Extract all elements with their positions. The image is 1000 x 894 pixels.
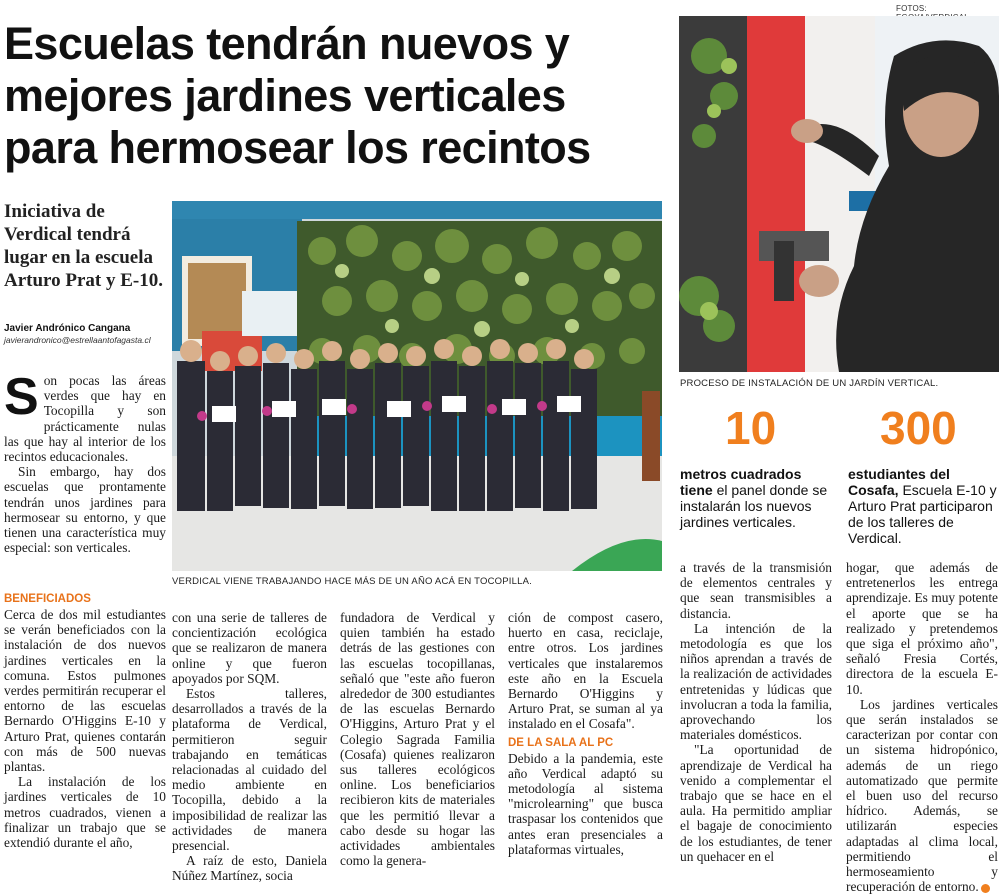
photo-credit: FOTOS: <box>896 4 927 13</box>
col3-paragraph-1: fundadora de Verdical y quien también ha estado detrás de las gestiones con las escuelas tocopillanas, señaló que "este año fueron alrededor de 300 estudiantes de las escuelas Bernardo O'Higgins, Arturo Prat y el Colegio Sagrada Familia (Cosafa) quienes realizaron sus talleres ecológicos online. Los beneficiarios recibieron kits de materiales que les permitió llevar a cabo desde su hogar las actividades ambientales como la genera- <box>340 610 495 869</box>
installation-photo-illustration <box>679 16 999 372</box>
headline-line-3: para hermosear los recintos <box>4 122 591 173</box>
body-column-3 <box>340 610 495 868</box>
intro-column <box>4 368 166 556</box>
headline <box>4 18 669 174</box>
col2-paragraph-3: A raíz de esto, Daniela Núñez Martínez, socia <box>172 853 327 884</box>
body-column-1 <box>4 590 166 850</box>
col5-paragraph-3: "La oportunidad de aprendizaje de Verdical ha venido a complementar el trabajo que se hace en el aula. Ha permitido ampliar el bagaje de conocimiento de los estudiantes, de tener un quehacer en el <box>680 742 832 864</box>
main-photo-caption: VERDICAL VIENE TRABAJANDO HACE MÁS DE UN AÑO ACÁ EN TOCOPILLA. <box>172 576 532 587</box>
body-column-2 <box>172 610 327 884</box>
side-photo-caption: PROCESO DE INSTALACIÓN DE UN JARDÍN VERTICAL. <box>680 378 939 389</box>
intro-paragraph-2: Sin embargo, hay dos escuelas que prontamente tendrán unos jardines para hermosear su entorno, y que tienen una característica muy especial: son verticales. <box>4 464 166 556</box>
intro-paragraph-1-text: on pocas las áreas verdes que hay en Tocopilla y son prácticamente nulas las que hay al interior de los recintos educacionales. <box>4 373 166 465</box>
author-email: javierandronico@estrellaantofagasta.cl <box>4 335 151 345</box>
col6-paragraph-2 <box>846 697 998 894</box>
stat-text-2 <box>848 466 998 546</box>
body-column-6 <box>846 560 998 894</box>
dropcap: S <box>4 368 39 426</box>
col5-paragraph-1: a través de la transmisión de elementos centrales y que sean transmisibles a distancia. <box>680 560 832 621</box>
stat-text-1-rest: el panel donde se instalarán los nuevos jardines verticales. <box>680 482 828 530</box>
headline-line-1: Escuelas tendrán nuevos y <box>4 18 570 69</box>
headline-line-2: mejores jardines verticales <box>4 70 566 121</box>
col4-paragraph-1: ción de compost casero, huerto en casa, reciclaje, entre otros. Los jardines verticales que instalaremos este año en la Escuela Bernardo O'Higgins y Arturo Prat, se suman al ya instalado en el Cosafa". <box>508 610 663 732</box>
stat-number-1: 10 <box>725 402 777 454</box>
stat-text-2-rest: Escuela E-10 y Arturo Prat participaron de los talleres de Verdical. <box>848 482 997 546</box>
col1-paragraph-1: Cerca de dos mil estudiantes se verán beneficiados con la instalación de dos nuevos jardines verticales en la comuna. Estos pulmones verdes permitirán recuperar el entorno de las escuelas Bernardo O'Higgins E-10 y Arturo Prat, quienes contarán con más de 500 nuevas plantas. <box>4 607 166 775</box>
intro-paragraph-1 <box>4 368 166 465</box>
col6-paragraph-2-text: Los jardines verticales que serán instalados se caracterizan por contar con un sistema hidropónico, además de un riego automatizado que permite el buen uso del recurso hídrico. Además, se utilizarán especies adaptadas al clima local, permitiendo el hermoseamiento y recuperación de entorno. <box>846 696 998 894</box>
side-photo <box>679 16 999 372</box>
byline <box>4 323 169 345</box>
author-name: Javier Andrónico Cangana <box>4 323 131 334</box>
col6-paragraph-1: hogar, que además de entretenerlos les entrega aprendizaje. Es muy potente el aporte que se ha realizado y pretendemos que siga el próximo año", señaló Fresia Cortés, directora de la escuela E-10. <box>846 560 998 697</box>
col4-paragraph-2: Debido a la pandemia, este año Verdical adaptó su metodología al sistema "microlearning" que busca traspasar los contenidos que antes eran presenciales a plataformas virtuales, <box>508 750 663 857</box>
subhead: Iniciativa de Verdical tendrá lugar en la escuela Arturo Prat y E-10. <box>4 201 164 291</box>
col5-paragraph-2: La intención de la metodología es que los niños aprendan a través de la realización de actividades entretenidas y lúdicas que involucran a toda la familia, aprovechando los materiales domésticos. <box>680 620 832 743</box>
stat-text-1-bold: metros cuadrados tiene <box>680 466 802 498</box>
end-mark-icon <box>981 884 990 893</box>
stat-text-1 <box>680 466 830 530</box>
body-column-4 <box>508 610 663 857</box>
stat-text-2-bold: estudiantes del Cosafa, <box>848 466 950 498</box>
stat-number-2: 300 <box>880 402 957 454</box>
section-title-de-la-sala-al-pc: DE LA SALA AL PC <box>508 736 614 749</box>
col1-paragraph-2: La instalación de los jardines verticales de 10 metros cuadrados, vienen a finalizar un trabajo que se extendió durante el año, <box>4 774 166 851</box>
group-photo-illustration <box>172 201 662 571</box>
main-photo <box>172 201 662 571</box>
section-title-beneficiados: BENEFICIADOS <box>4 593 91 605</box>
col2-paragraph-2: Estos talleres, desarrollados a través de la plataforma de Verdical, permitieron seguir trabajando en temáticas relacionadas al cuidado del medio ambiente en Tocopilla, debido a la imposibilidad de realizar las actividades de manera presencial. <box>172 686 327 854</box>
body-column-5 <box>680 560 832 864</box>
col2-paragraph-1: con una serie de talleres de concientización ecológica que se realizaron de manera online y que fueron apoyados por SQM. <box>172 610 327 686</box>
